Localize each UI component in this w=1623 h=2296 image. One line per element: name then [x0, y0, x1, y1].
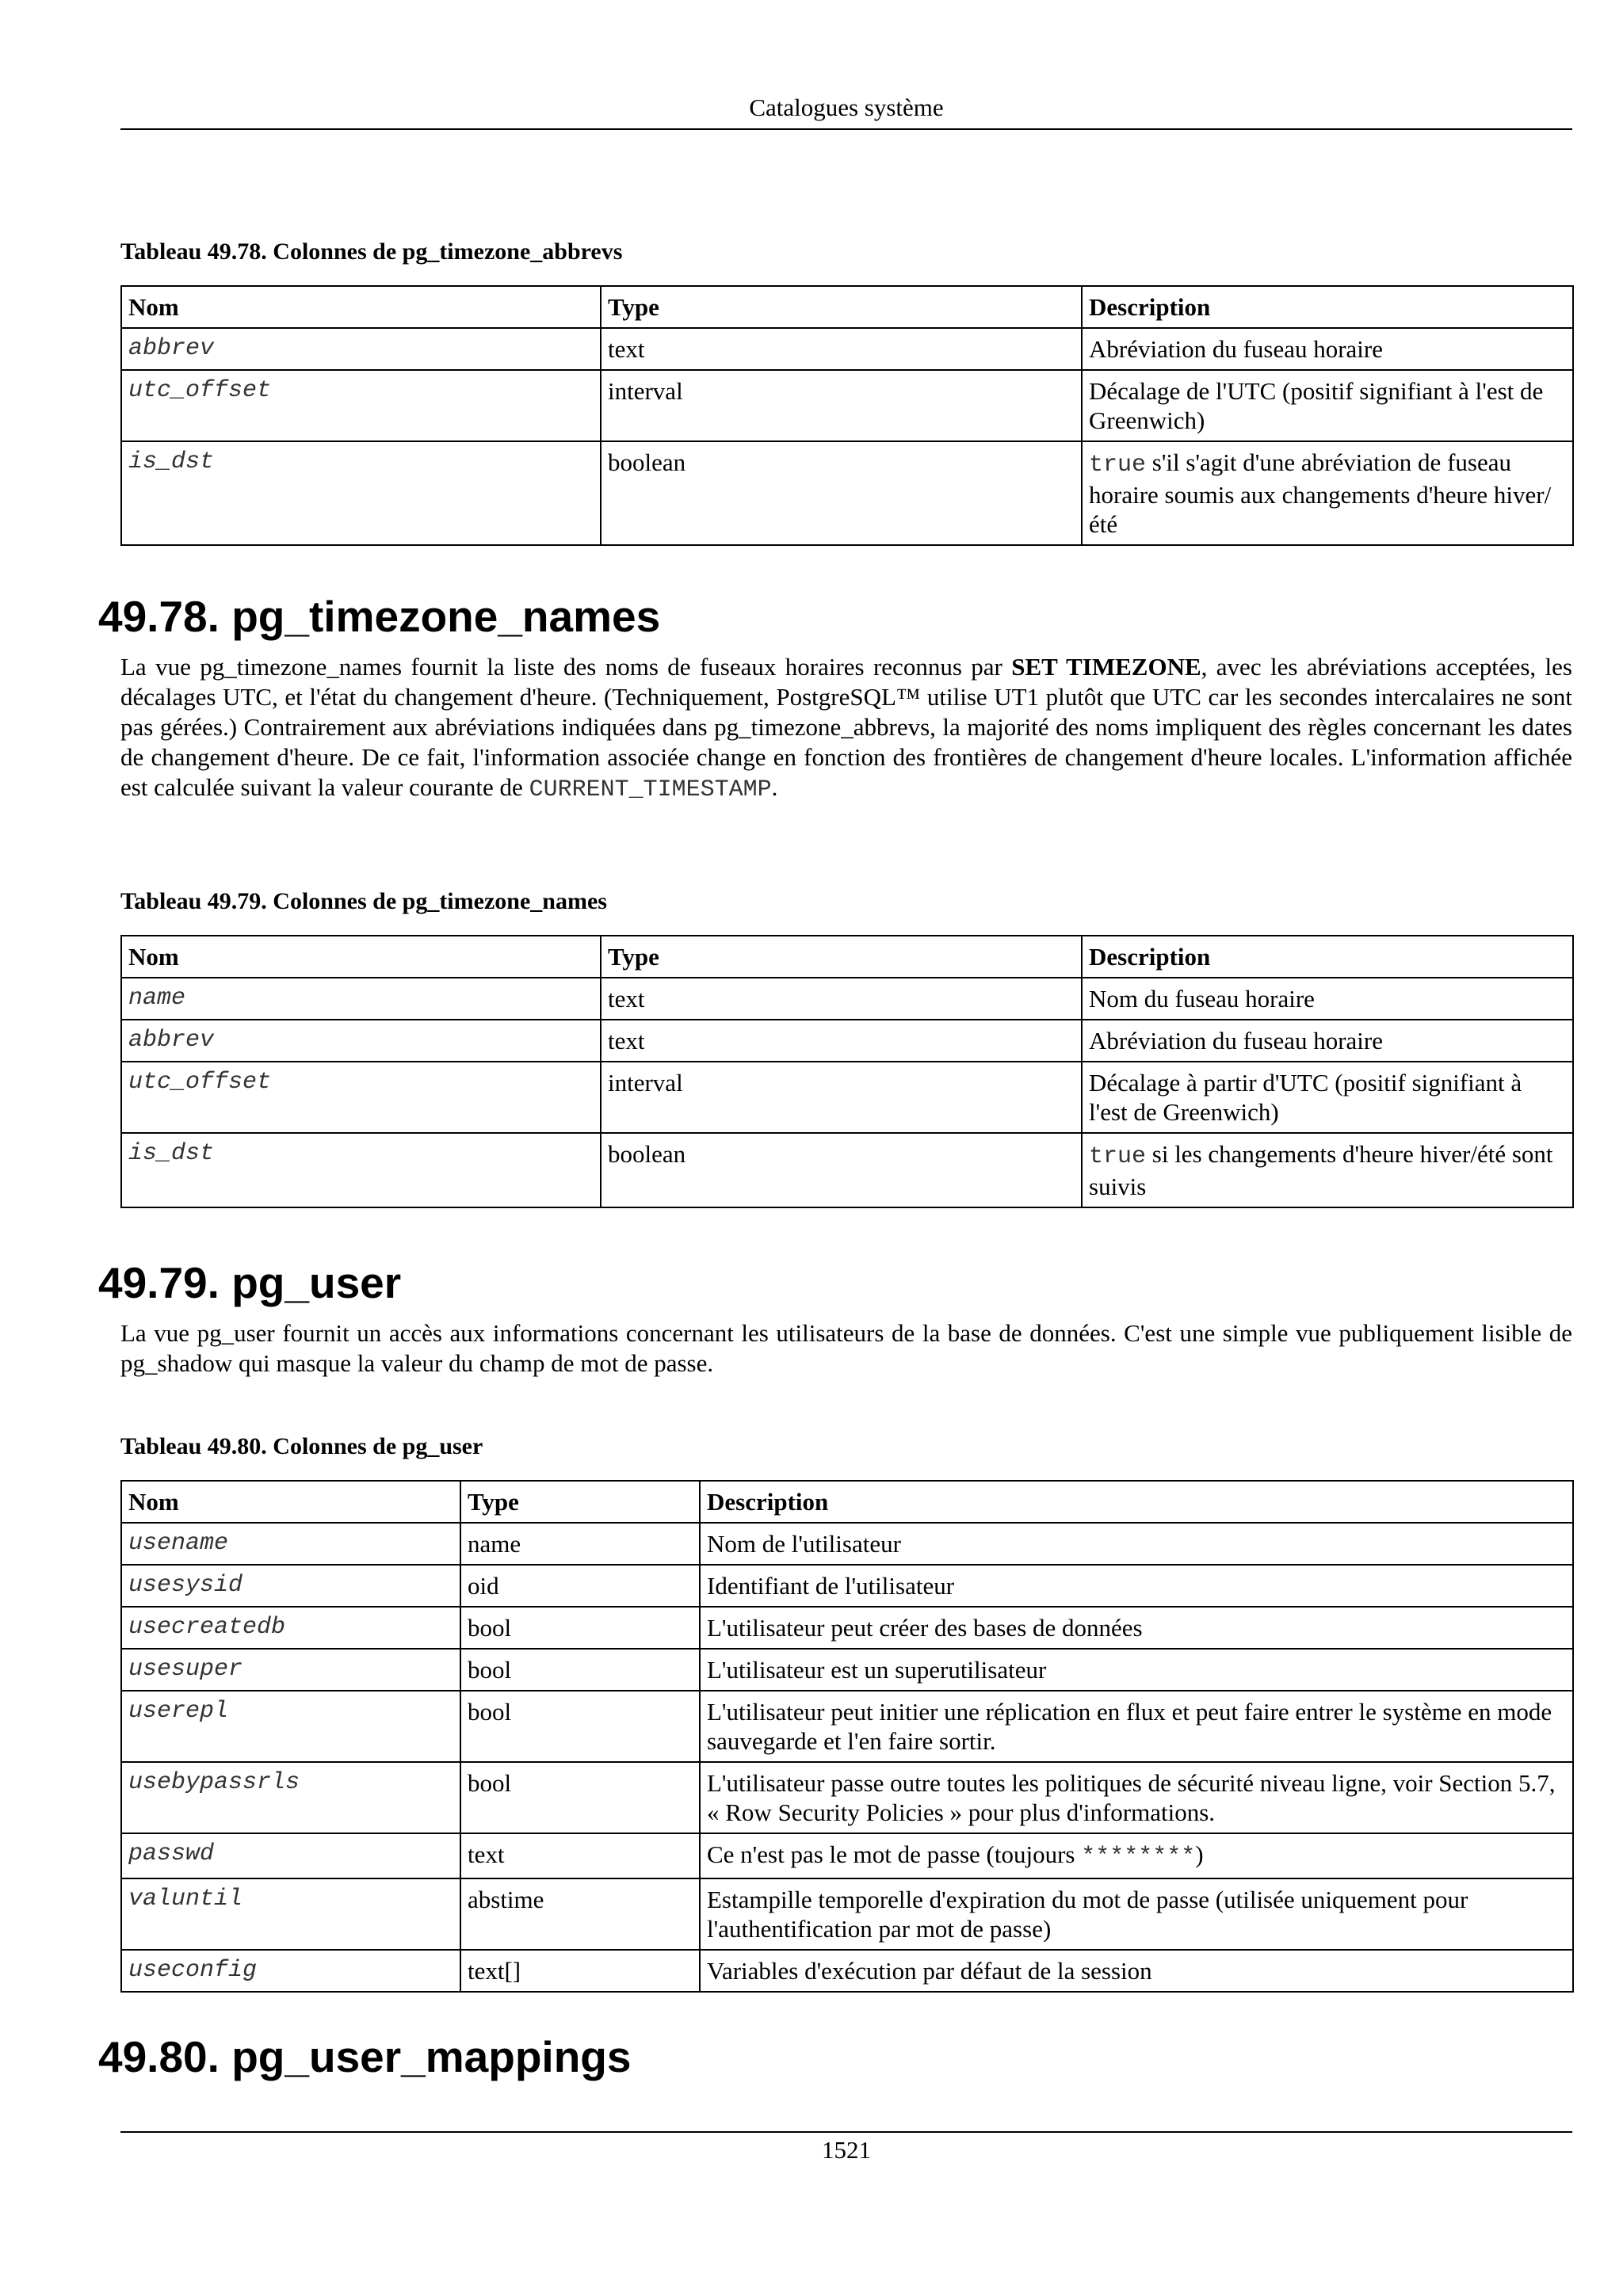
page-header: Catalogues système [749, 93, 944, 121]
header-rule [120, 128, 1572, 130]
table-abbrevs-block [120, 236, 1572, 546]
column-name-cell: usebypassrls [121, 1762, 460, 1833]
column-description-cell: Décalage de l'UTC (positif signifiant à l'est de Greenwich) [1082, 370, 1573, 441]
table-row [121, 441, 1573, 545]
table-row [121, 1833, 1573, 1878]
column-description-cell: Nom du fuseau horaire [1082, 978, 1573, 1020]
table-names-block [120, 886, 1572, 1208]
column-type-cell: interval [601, 370, 1082, 441]
table-row [121, 1691, 1573, 1762]
table-row [121, 370, 1573, 441]
column-header-description: Description [700, 1481, 1573, 1523]
table-row [121, 1878, 1573, 1950]
table-pg-timezone-abbrevs [120, 285, 1574, 546]
table-row [121, 1062, 1573, 1133]
column-type-cell: name [460, 1523, 700, 1565]
column-type-cell: boolean [601, 1133, 1082, 1207]
column-type-cell: interval [601, 1062, 1082, 1133]
column-type-cell: abstime [460, 1878, 700, 1950]
column-header-nom: Nom [121, 936, 601, 978]
column-type-cell: boolean [601, 441, 1082, 545]
column-type-cell: bool [460, 1762, 700, 1833]
table-row [121, 1649, 1573, 1691]
column-description-cell: Décalage à partir d'UTC (positif signifiant à l'est de Greenwich) [1082, 1062, 1573, 1133]
column-type-cell: text [601, 1020, 1082, 1062]
column-name-cell: abbrev [121, 1020, 601, 1062]
column-type-cell: text [460, 1833, 700, 1878]
literal-true: true [1089, 452, 1147, 479]
column-name-cell: userepl [121, 1691, 460, 1762]
table-row [121, 1607, 1573, 1649]
section-heading-pg-user-mappings: 49.80. pg_user_mappings [98, 2032, 632, 2081]
column-description-cell: L'utilisateur passe outre toutes les politiques de sécurité niveau ligne, voir Section 5.7, « Row Security Policies » pour plus d'informations. [700, 1762, 1573, 1833]
description-text: s'il s'agit d'une abréviation de fuseau horaire soumis aux changements d'heure hiver/été [1089, 448, 1552, 538]
section-heading-pg-user: 49.79. pg_user [98, 1258, 402, 1307]
description-text: si les changements d'heure hiver/été sont suivis [1089, 1140, 1553, 1200]
column-type-cell: bool [460, 1649, 700, 1691]
section-paragraph: La vue pg_user fournit un accès aux informations concernant les utilisateurs de la base de données. C'est une simple vue publiquement lisible de pg_shadow qui masque la valeur du champ de mot de passe. [120, 1319, 1572, 1377]
column-type-cell: text [601, 328, 1082, 370]
table-row [121, 1020, 1573, 1062]
column-name-cell: is_dst [121, 441, 601, 545]
column-description-cell: L'utilisateur est un superutilisateur [700, 1649, 1573, 1691]
column-header-nom: Nom [121, 1481, 460, 1523]
column-description-cell: Identifiant de l'utilisateur [700, 1565, 1573, 1607]
column-description-cell [1082, 441, 1573, 545]
column-name-cell: passwd [121, 1833, 460, 1878]
table-row [121, 1133, 1573, 1207]
column-description-cell: L'utilisateur peut initier une réplication en flux et peut faire entrer le système en mode sauvegarde et l'en faire sortir. [700, 1691, 1573, 1762]
literal-true: true [1089, 1143, 1147, 1170]
column-type-cell: text[] [460, 1950, 700, 1992]
column-description-cell: Variables d'exécution par défaut de la session [700, 1950, 1573, 1992]
table-header-row [121, 286, 1573, 328]
table-header-row [121, 936, 1573, 978]
description-text: Ce n'est pas le mot de passe (toujours [707, 1840, 1082, 1868]
column-description-cell: Nom de l'utilisateur [700, 1523, 1573, 1565]
table-caption: Tableau 49.79. Colonnes de pg_timezone_names [120, 888, 607, 914]
table-row [121, 1523, 1573, 1565]
table-header-row [121, 1481, 1573, 1523]
column-description-cell [1082, 1133, 1573, 1207]
column-header-nom: Nom [121, 286, 601, 328]
table-caption: Tableau 49.80. Colonnes de pg_user [120, 1433, 483, 1459]
column-description-cell [700, 1833, 1573, 1878]
command-set-timezone: SET TIMEZONE [1011, 653, 1201, 681]
paragraph-text: , avec les abréviations acceptées, les décalages UTC, et l'état du changement d'heure. (Techniquement, PostgreSQL™ utilise UT1 plutôt que UTC car les secondes intercalaires ne sont pas gérées.) Contrairement aux abréviations indiquées dans pg_timezone_abbrevs, la majorité des noms impliquent des règles concernant les dates de changement d'heure. De ce fait, l'information associée change en fonction des frontières de changement d'heure locales. L'information affichée est calculée suivant la valeur courante de [120, 653, 1572, 801]
column-name-cell: usename [121, 1523, 460, 1565]
column-name-cell: name [121, 978, 601, 1020]
column-type-cell: oid [460, 1565, 700, 1607]
column-header-type: Type [601, 936, 1082, 978]
column-description-cell: L'utilisateur peut créer des bases de données [700, 1607, 1573, 1649]
column-name-cell: abbrev [121, 328, 601, 370]
paragraph-text: La vue pg_timezone_names fournit la liste des noms de fuseaux horaires reconnus par [120, 653, 1012, 681]
table-row [121, 1762, 1573, 1833]
table-row [121, 328, 1573, 370]
table-user-block [120, 1431, 1572, 1993]
column-header-description: Description [1082, 286, 1573, 328]
column-name-cell: usesysid [121, 1565, 460, 1607]
table-caption: Tableau 49.78. Colonnes de pg_timezone_abbrevs [120, 238, 623, 265]
column-type-cell: bool [460, 1691, 700, 1762]
column-type-cell: text [601, 978, 1082, 1020]
table-row [121, 1565, 1573, 1607]
table-row [121, 978, 1573, 1020]
column-header-type: Type [460, 1481, 700, 1523]
column-name-cell: usesuper [121, 1649, 460, 1691]
section-paragraph [120, 652, 1572, 805]
column-type-cell: bool [460, 1607, 700, 1649]
page-number: 1521 [822, 2136, 871, 2164]
table-pg-timezone-names [120, 935, 1574, 1208]
column-name-cell: useconfig [121, 1950, 460, 1992]
column-name-cell: utc_offset [121, 370, 601, 441]
column-description-cell: Abréviation du fuseau horaire [1082, 328, 1573, 370]
literal-current-timestamp: CURRENT_TIMESTAMP [529, 776, 772, 803]
paragraph-text: . [771, 773, 778, 801]
section-heading-pg-timezone-names: 49.78. pg_timezone_names [98, 592, 661, 641]
table-row [121, 1950, 1573, 1992]
password-mask: ******** [1081, 1844, 1196, 1871]
column-name-cell: is_dst [121, 1133, 601, 1207]
footer-rule [120, 2131, 1572, 2133]
description-text: ) [1195, 1840, 1204, 1868]
column-description-cell: Abréviation du fuseau horaire [1082, 1020, 1573, 1062]
column-name-cell: valuntil [121, 1878, 460, 1950]
column-description-cell: Estampille temporelle d'expiration du mot de passe (utilisée uniquement pour l'authentification par mot de passe) [700, 1878, 1573, 1950]
column-header-type: Type [601, 286, 1082, 328]
table-pg-user [120, 1480, 1574, 1993]
column-name-cell: utc_offset [121, 1062, 601, 1133]
column-header-description: Description [1082, 936, 1573, 978]
column-name-cell: usecreatedb [121, 1607, 460, 1649]
